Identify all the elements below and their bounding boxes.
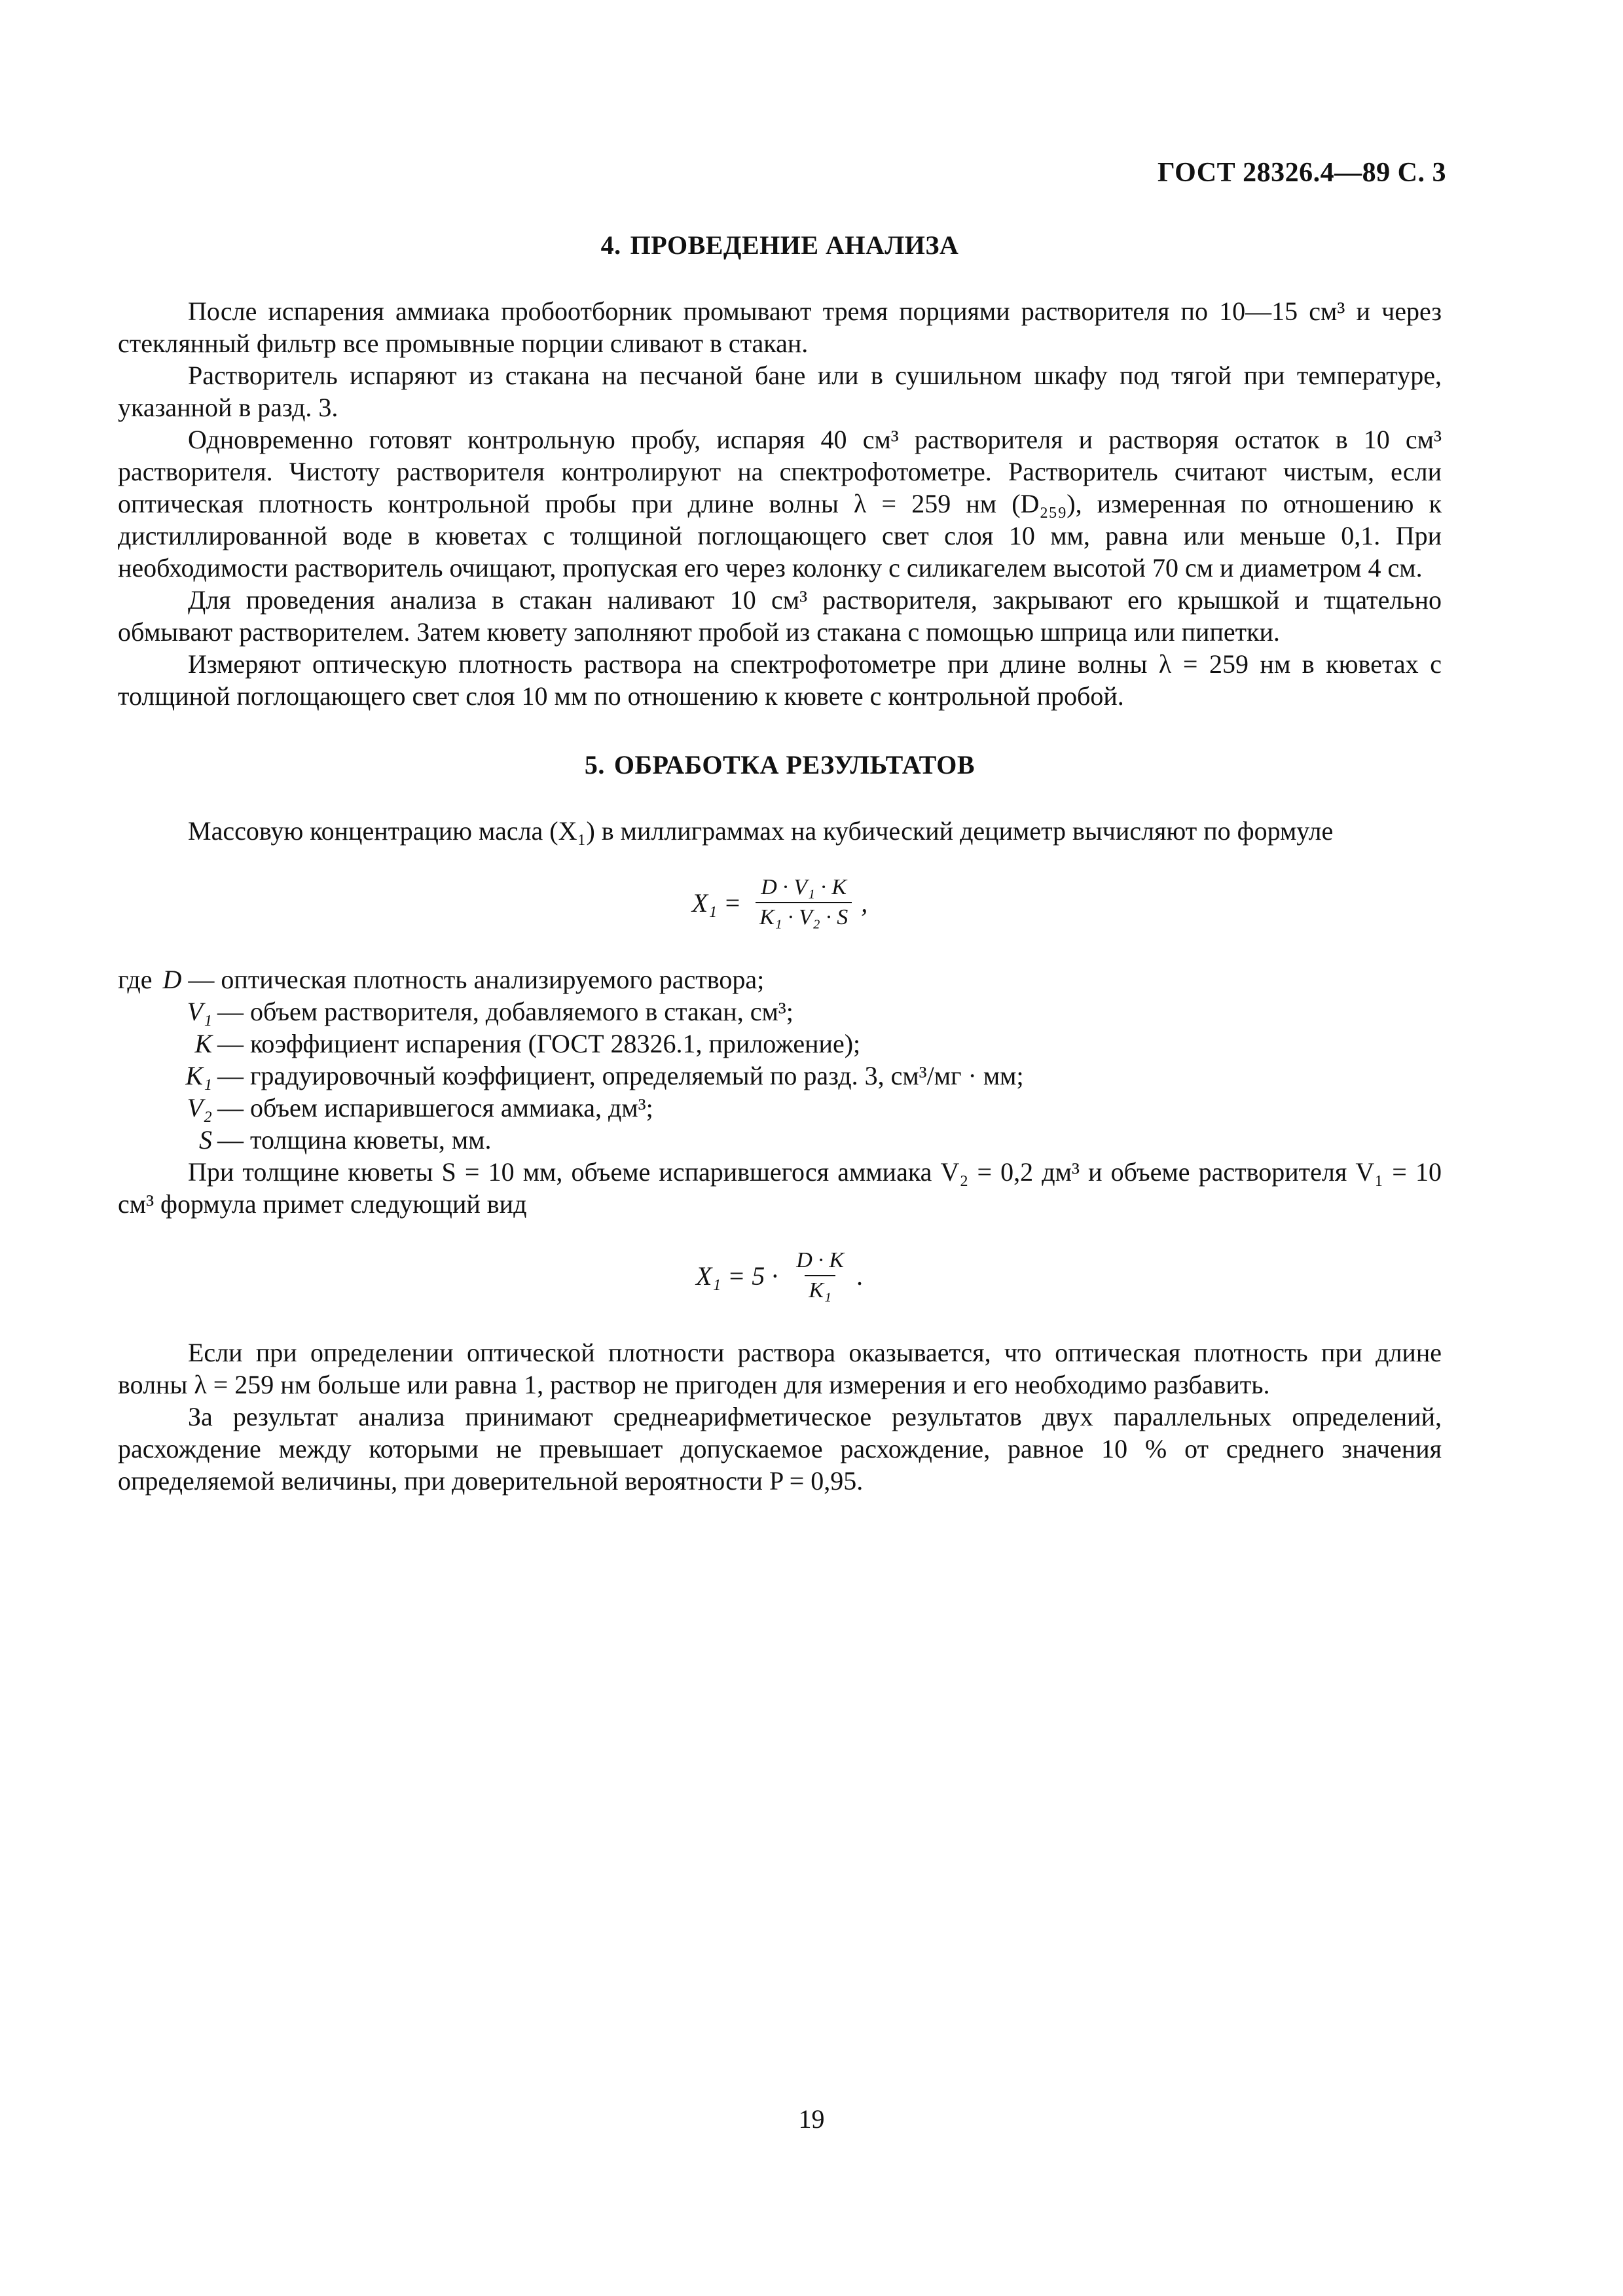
section-4-heading <box>118 229 1442 261</box>
formula-punctuation: , <box>861 888 868 918</box>
formula-punctuation: . <box>857 1261 864 1291</box>
formula-lhs: X₁ = 5 · <box>695 1261 778 1291</box>
definition-row <box>118 996 1442 1028</box>
formula-denominator: K₁ <box>805 1275 835 1305</box>
page-content <box>118 229 1442 1534</box>
definition-symbol: V₁ <box>187 997 212 1026</box>
section-5-paragraph: За результат анализа принимают среднеарифметическое результатов двух параллельных определений, расхождение между которыми не превышает допускаемое расхождение, равное 10 % от среднего значения определяемой величины, при доверительной вероятности P = 0,95. <box>118 1402 1442 1496</box>
formula-numerator: D · V₁ · K <box>761 875 847 899</box>
definition-symbol: K₁ <box>185 1061 212 1090</box>
section-5-paragraph: Если при определении оптической плотности раствора оказывается, что оптическая плотность при длине волны λ = 259 нм больше или равна 1, раствор не пригоден для измерения и его необходимо разбавить. <box>118 1338 1442 1399</box>
section-5-transition: При толщине кюветы S = 10 мм, объеме испарившегося аммиака V₂ = 0,2 дм³ и объеме растворителя V₁ = 10 см³ формула примет следующий вид <box>118 1157 1442 1219</box>
formula-simplified <box>118 1246 1442 1305</box>
section-4 <box>118 229 1442 712</box>
formula-denominator: K₁ · V₂ · S <box>756 902 852 932</box>
section-4-number: 4. <box>600 230 621 260</box>
formula-fraction <box>756 873 852 932</box>
section-4-paragraph: Для проведения анализа в стакан наливают 10 см³ растворителя, закрывают его крышкой и тщательно обмывают растворителем. Затем кювету заполняют пробой из стакана с помощью шприца или пипетки. <box>118 585 1442 647</box>
section-4-paragraph: Одновременно готовят контрольную пробу, испаряя 40 см³ растворителя и растворяя остаток в 10 см³ растворителя. Чистоту растворителя контролируют на спектрофотометре. Растворитель считают чистым, если оптическая плотность контрольной пробы при длине волны λ = 259 нм (D₂₅₉), измеренная по отношению к дистиллированной воде в кюветах с толщиной поглощающего свет слоя 10 мм, равна или меньше 0,1. При необходимости растворитель очищают, пропуская его через колонку с силикагелем высотой 70 см и диаметром 4 см. <box>118 425 1442 583</box>
definition-text: — оптическая плотность анализируемого раствора; <box>188 965 765 994</box>
section-5-title: ОБРАБОТКА РЕЗУЛЬТАТОВ <box>613 750 976 780</box>
formula-fraction <box>792 1246 848 1305</box>
running-header: ГОСТ 28326.4—89 С. 3 <box>1157 158 1446 188</box>
section-5-heading <box>118 749 1442 781</box>
formula-lhs: X₁ = <box>691 888 742 918</box>
section-4-title: ПРОВЕДЕНИЕ АНАЛИЗА <box>630 230 959 260</box>
page-number: 19 <box>798 2104 825 2134</box>
definition-text: — толщина кюветы, мм. <box>217 1125 492 1155</box>
section-5-intro: Массовую концентрацию масла (X₁) в миллиграммах на кубический дециметр вычисляют по формуле <box>188 816 1334 846</box>
definition-row <box>118 1028 1442 1060</box>
formula-numerator: D · K <box>796 1248 845 1272</box>
section-4-paragraph: После испарения аммиака пробоотборник промывают тремя порциями растворителя по 10—15 см³ и через стеклянный фильтр все промывные порции сливают в стакан. <box>118 296 1442 358</box>
definition-lead: где <box>118 965 153 994</box>
definition-text: — объем растворителя, добавляемого в стакан, см³; <box>217 997 793 1026</box>
definition-symbol: K <box>194 1029 212 1058</box>
definition-text: — градуировочный коэффициент, определяемый по разд. 3, см³/мг · мм; <box>217 1061 1024 1090</box>
section-5-number: 5. <box>584 750 605 780</box>
definition-symbol: V₂ <box>187 1093 212 1122</box>
definition-symbol: D <box>162 965 182 994</box>
definition-text: — объем испарившегося аммиака, дм³; <box>217 1093 653 1122</box>
definition-row <box>118 1124 1442 1156</box>
formula-concentration <box>118 873 1442 932</box>
section-5 <box>118 749 1442 1497</box>
definition-row <box>118 1092 1442 1124</box>
section-4-paragraph: Измеряют оптическую плотность раствора на спектрофотометре при длине волны λ = 259 нм в кюветах с толщиной поглощающего свет слоя 10 мм по отношению к кювете с контрольной пробой. <box>118 649 1442 711</box>
section-4-paragraph: Растворитель испаряют из стакана на песчаной бане или в сушильном шкафу под тягой при температуре, указанной в разд. 3. <box>118 361 1442 422</box>
definition-row <box>118 963 1442 996</box>
definition-row <box>118 1060 1442 1092</box>
variable-definitions <box>118 963 1442 1156</box>
definition-symbol: S <box>199 1125 212 1155</box>
definition-text: — коэффициент испарения (ГОСТ 28326.1, приложение); <box>217 1029 861 1058</box>
